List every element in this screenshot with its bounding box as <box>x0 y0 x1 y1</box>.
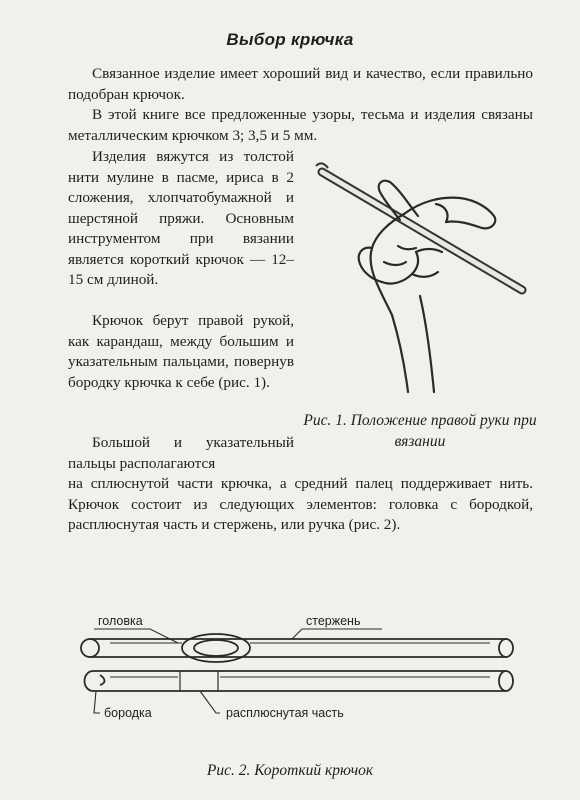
label-beard: бородка <box>104 706 152 720</box>
figure-hook-diagram <box>70 605 530 745</box>
hook-top-view <box>81 634 513 662</box>
figure-hand-illustration <box>300 150 540 400</box>
hand-outline <box>359 181 496 392</box>
hand-holding-hook-image <box>300 150 540 400</box>
paragraph-holding: Крючок берут правой рукой, как карандаш, между большим и указательным пальцами, повернув бородку крючка к себе (рис. 1). <box>68 312 294 391</box>
paragraph-materials: Изделия вяжутся из толстой нити мулине в пасме, ириса в 2 сложения, хлопчатобумажной и шерстяной пряжи. Основным инструментом при вязании является короткий крючок — 12–15 см длиной. <box>68 148 294 288</box>
paragraph-intro: Связанное изделие имеет хороший вид и качество, если правильно подобран крючок. <box>68 65 533 103</box>
label-flat-part: расплюснутая часть <box>226 706 344 720</box>
label-shaft: стержень <box>306 614 361 628</box>
label-head: головка <box>98 614 143 628</box>
page-title: Выбор крючка <box>226 30 354 49</box>
paragraph-hooks-used: В этой книге все предложенные узоры, тесьма и изделия связаны металлическим крючком 3; 3,5 и 5 мм. <box>68 106 533 144</box>
paragraph-fingers-start: Большой и указательный пальцы располагаются <box>68 434 294 472</box>
paragraph-fingers-continue: на сплюснутой части крючка, а средний палец поддерживает нить. Крючок состоит из следующих элементов: головка с бородкой, расплюснутая часть и стержень, или ручка (рис. 2). <box>68 475 533 533</box>
figure1-caption: Рис. 1. Положение правой руки при вязании <box>303 412 537 450</box>
hook-bottom-view <box>85 671 514 691</box>
figure2-caption: Рис. 2. Короткий крючок <box>206 762 374 779</box>
